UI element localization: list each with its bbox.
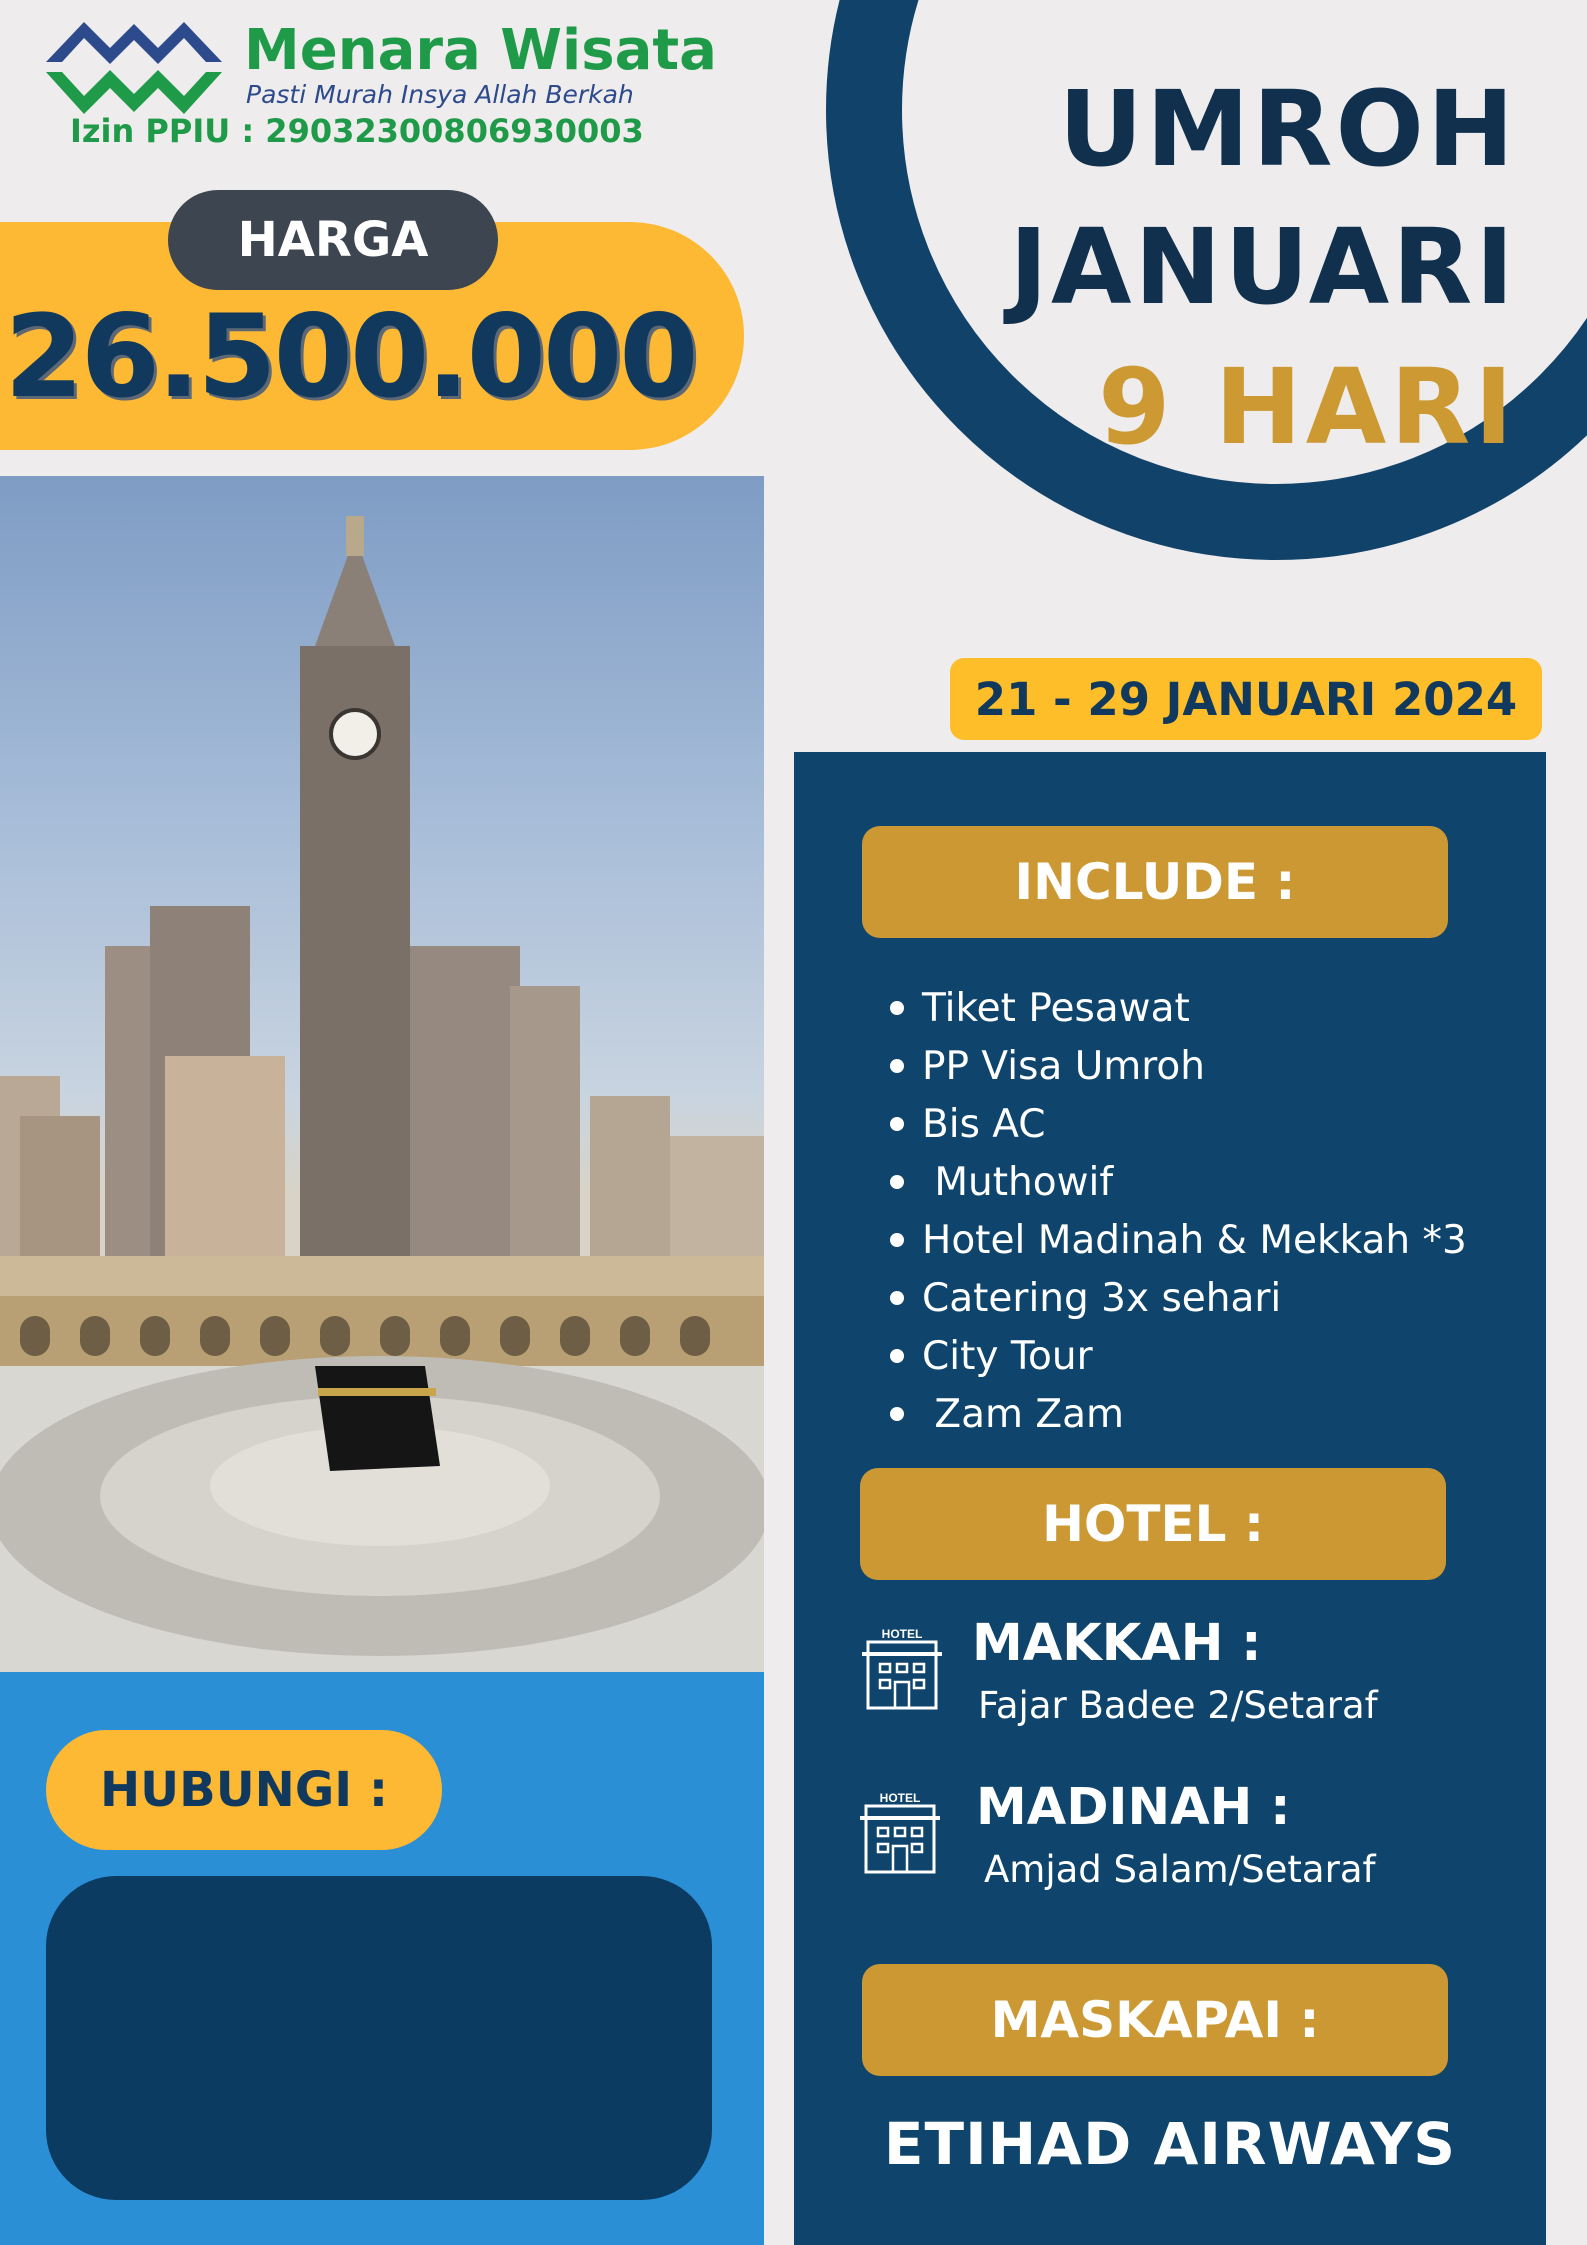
hotel-heading: HOTEL : [860, 1468, 1446, 1580]
price-label: HARGA [168, 190, 498, 290]
include-item: Muthowif [890, 1154, 1467, 1212]
brand-name: Menara Wisata [244, 18, 717, 83]
bullet-icon [890, 1291, 904, 1305]
include-heading: INCLUDE : [862, 826, 1448, 938]
include-item: Bis AC [890, 1096, 1467, 1154]
trip-date: 21 - 29 JANUARI 2024 [950, 658, 1542, 740]
mecca-illustration [0, 476, 764, 1672]
bullet-icon [890, 1059, 904, 1073]
include-item: Zam Zam [890, 1386, 1467, 1444]
hotel-madinah-name: Amjad Salam/Setaraf [984, 1848, 1376, 1891]
hotel-icon-label: HOTEL [881, 1627, 923, 1641]
bullet-icon [890, 1117, 904, 1131]
include-item: City Tour [890, 1328, 1467, 1386]
bullet-icon [890, 1407, 904, 1421]
hotel-building-icon [860, 1626, 944, 1710]
airline-heading: MASKAPAI : [862, 1964, 1448, 2076]
hotel-makkah-name: Fajar Badee 2/Setaraf [978, 1684, 1378, 1727]
bullet-icon [890, 1349, 904, 1363]
bullet-icon [890, 1233, 904, 1247]
bullet-icon [890, 1001, 904, 1015]
title-umroh: UMROH [1058, 68, 1517, 190]
brand-tagline: Pasti Murah Insya Allah Berkah [246, 80, 634, 109]
include-list [890, 980, 1467, 1444]
title-duration: 9 HARI [1098, 346, 1517, 468]
contact-heading: HUBUNGI : [46, 1730, 442, 1850]
hotel-madinah-city: MADINAH : [976, 1778, 1291, 1837]
include-item: Hotel Madinah & Mekkah *3 [890, 1212, 1467, 1270]
title-januari: JANUARI [1009, 206, 1517, 328]
include-item: Catering 3x sehari [890, 1270, 1467, 1328]
brand-logo-icon [46, 22, 222, 114]
bullet-icon [890, 1175, 904, 1189]
hotel-building-icon [858, 1790, 942, 1874]
hotel-makkah-city: MAKKAH : [972, 1614, 1262, 1673]
hotel-icon-label: HOTEL [879, 1791, 921, 1805]
include-item: PP Visa Umroh [890, 1038, 1467, 1096]
include-item: Tiket Pesawat [890, 980, 1467, 1038]
price-value: 26.500.000 [4, 290, 696, 423]
contact-box [46, 1876, 712, 2200]
brand-license: Izin PPIU : 29032300806930003 [70, 112, 644, 150]
airline-name: ETIHAD AIRWAYS [883, 2110, 1457, 2178]
mecca-photo [0, 476, 764, 1672]
